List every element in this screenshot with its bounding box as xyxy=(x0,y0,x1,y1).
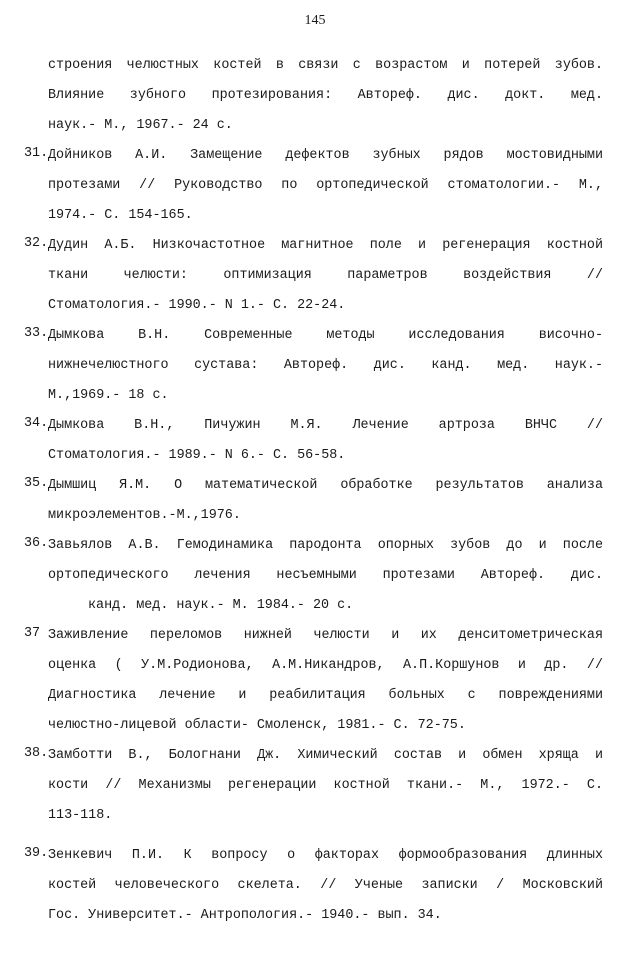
entry-number: 33. xyxy=(24,326,49,341)
entry-line: Гос. Университет.- Антропология.- 1940.- вып. 34. xyxy=(48,908,442,923)
entry-line: Стоматология.- 1990.- N 1.- С. 22-24. xyxy=(48,298,346,313)
entry-line: микроэлементов.-М.,1976. xyxy=(48,508,241,523)
entry-line: строения челюстных костей в связи с возрастом и потерей зубов. xyxy=(48,58,603,73)
entry-line: ортопедического лечения несъемными протезами Автореф. дис. xyxy=(48,568,603,583)
entry-number: 35. xyxy=(24,476,49,491)
entry-line: протезами // Руководство по ортопедической стоматологии.- М., xyxy=(48,178,603,193)
entry-line: Диагностика лечение и реабилитация больных с повреждениями xyxy=(48,688,603,703)
entry-line: канд. мед. наук.- М. 1984.- 20 с. xyxy=(88,598,354,613)
entry-line: Дойников А.И. Замещение дефектов зубных рядов мостовидными xyxy=(48,148,603,163)
entry-number: 36. xyxy=(24,536,49,551)
entry-line: челюстно-лицевой области- Смоленск, 1981.- С. 72-75. xyxy=(48,718,466,733)
entry-number: 32. xyxy=(24,236,49,251)
entry-line: нижнечелюстного сустава: Автореф. дис. канд. мед. наук.- xyxy=(48,358,603,373)
entry-line: 113-118. xyxy=(48,808,113,823)
entry-line: Зенкевич П.И. К вопросу о факторах формообразования длинных xyxy=(48,848,603,863)
entry-line: костей человеческого скелета. // Ученые записки / Московский xyxy=(48,878,603,893)
entry-line: наук.- М., 1967.- 24 с. xyxy=(48,118,233,133)
entry-number: 31. xyxy=(24,146,49,161)
entry-line: Заживление переломов нижней челюсти и их денситометрическая xyxy=(48,628,603,643)
entry-line: оценка ( У.М.Родионова, А.М.Никандров, А.П.Коршунов и др. // xyxy=(48,658,603,673)
entry-line: кости // Механизмы регенерации костной ткани.- М., 1972.- С. xyxy=(48,778,603,793)
entry-line: 1974.- С. 154-165. xyxy=(48,208,193,223)
entry-number: 37 xyxy=(24,626,41,641)
page-number: 145 xyxy=(304,13,326,28)
entry-line: М.,1969.- 18 с. xyxy=(48,388,169,403)
entry-number: 38. xyxy=(24,746,49,761)
entry-line: Замботти В., Бологнани Дж. Химический состав и обмен хряща и xyxy=(48,748,603,763)
entry-line: Дымкова В.Н., Пичужин М.Я. Лечение артроза ВНЧС // xyxy=(48,418,603,433)
entry-line: Дымшиц Я.М. О математической обработке результатов анализа xyxy=(48,478,603,493)
entry-line: Влияние зубного протезирования: Автореф. дис. докт. мед. xyxy=(48,88,603,103)
entry-line: Завьялов А.В. Гемодинамика пародонта опорных зубов до и после xyxy=(48,538,603,553)
entry-line: Стоматология.- 1989.- N 6.- С. 56-58. xyxy=(48,448,346,463)
entry-number: 34. xyxy=(24,416,49,431)
entry-line: Дымкова В.Н. Современные методы исследования височно- xyxy=(48,328,603,343)
entry-line: Дудин А.Б. Низкочастотное магнитное поле и регенерация костной xyxy=(48,238,603,253)
entry-line: ткани челюсти: оптимизация параметров воздействия // xyxy=(48,268,603,283)
entry-number: 39. xyxy=(24,846,49,861)
